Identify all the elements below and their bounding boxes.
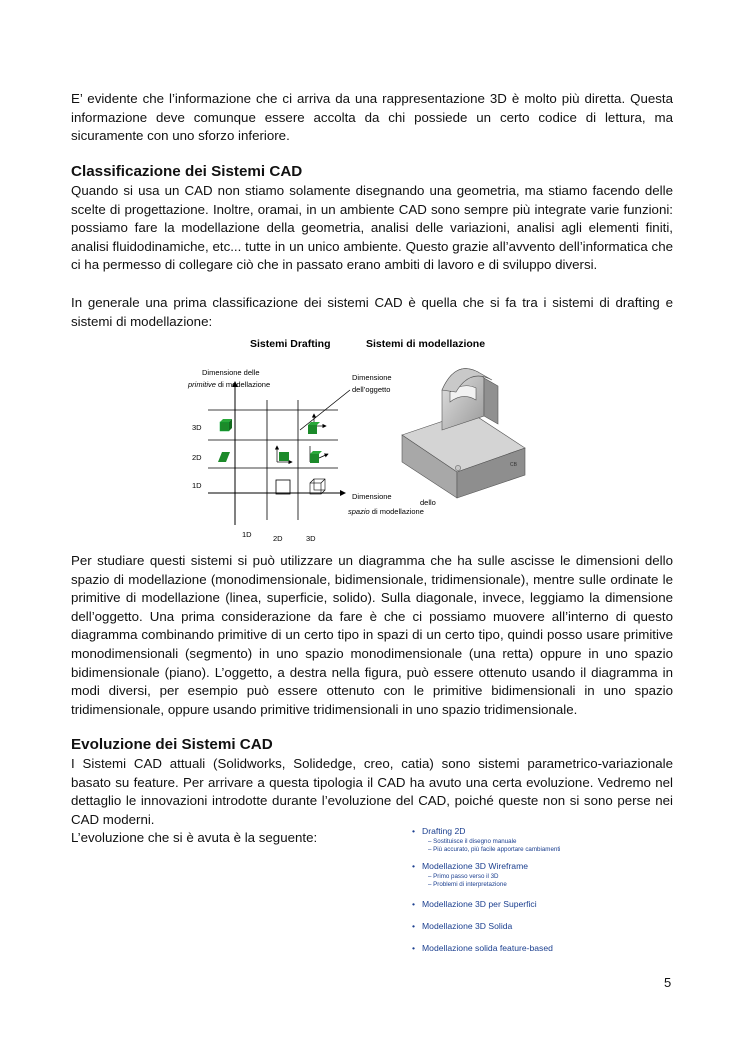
evolution-item-surfaces: • Modellazione 3D per Superfici: [412, 899, 537, 909]
col-label-3d: 3D: [306, 534, 316, 543]
modelled-part-image: [402, 369, 525, 498]
heading-evoluzione: Evoluzione dei Sistemi CAD: [71, 736, 273, 753]
evolution-subitem: – Problemi di interpretazione: [428, 881, 507, 888]
evolution-item-solid: • Modellazione 3D Solida: [412, 921, 513, 931]
heading-classificazione: Classificazione dei Sistemi CAD: [71, 163, 303, 180]
primitive-wireframe-cube: [310, 479, 325, 494]
primitive-outline-square: [276, 480, 290, 494]
figure-title-drafting: Sistemi Drafting: [250, 338, 331, 350]
paragraph-cad-functions: Quando si usa un CAD non stiamo solamente disegnando una geometria, ma stiamo facendo delle scelte di progettazione. Inoltre, oramai, in un ambiente CAD sono sempre più integrate varie funzioni: possiamo fare la modellazione della geometria, analisi delle variazioni, analisi agli elementi finiti, analisi fluidodinamiche, etc... tutte in un unico ambiente. Questo grazie all’avvento dell’informatica che ci ha permesso di collegare ciò che in passato erano ambiti di lavoro e di sviluppo diversi.: [71, 183, 673, 273]
evolution-subitem: – Più accurato, più facile apportare cambiamenti: [428, 846, 561, 853]
paragraph-evolution-intro: L’evoluzione che si è avuta è la seguente:: [71, 830, 318, 845]
evolution-subitem: – Sostituisce il disegno manuale: [428, 838, 517, 845]
paragraph-classification: In generale una prima classificazione dei sistemi CAD è quella che si fa tra i sistemi di drafting e sistemi di modellazione:: [71, 295, 673, 329]
primitive-cube-3d-a: [220, 419, 232, 431]
page-number: 5: [664, 975, 672, 990]
row-label-1d: 1D: [192, 481, 202, 490]
diagonal-label-2: dell’oggetto: [352, 385, 391, 394]
x-axis-label-2: spazio di modellazione: [348, 507, 424, 516]
y-axis-label-1: Dimensione delle: [202, 368, 260, 377]
evolution-item-drafting: • Drafting 2D: [412, 826, 466, 836]
x-axis-label-1b: dello: [420, 498, 436, 507]
evolution-item-feature-based: • Modellazione solida feature-based: [412, 943, 553, 953]
diagonal-label-1: Dimensione: [352, 373, 392, 382]
x-axis-label-1: Dimensione: [352, 492, 392, 501]
primitive-square-2d: [277, 446, 292, 462]
col-label-1d: 1D: [242, 530, 252, 539]
primitive-cube-3d-c: [310, 446, 328, 463]
figure-title-modelling: Sistemi di modellazione: [366, 338, 486, 350]
row-label-3d: 3D: [192, 423, 202, 432]
row-label-2d: 2D: [192, 453, 202, 462]
evolution-subitem: – Primo passo verso il 3D: [428, 873, 499, 880]
col-label-2d: 2D: [273, 534, 283, 543]
paragraph-current-cad: I Sistemi CAD attuali (Solidworks, Solidedge, creo, catia) sono sistemi parametrico-variazionale basato su feature. Per arrivare a questa tipologia il CAD ha avuto una certa evoluzione. Vedremo nel dettaglio le innovazioni introdotte durante l’evoluzione del CAD, poiché queste non si sono perse nei CAD moderni.: [71, 756, 673, 827]
evolution-item-wireframe: • Modellazione 3D Wireframe: [412, 861, 529, 871]
svg-text:CB: CB: [510, 462, 517, 468]
intro-paragraph: E’ evidente che l’informazione che ci arriva da una rappresentazione 3D è molto più diretta. Questa informazione deve comunque essere accolta da chi possiede un certo codice di lettura, ma sicuramente con uno sforzo inferiore.: [71, 91, 673, 144]
primitive-surface-2d: [218, 452, 230, 462]
primitive-cube-3d-b: [308, 414, 326, 434]
cad-systems-figure: [180, 330, 540, 552]
paragraph-diagram: Per studiare questi sistemi si può utilizzare un diagramma che ha sulle ascisse le dimensioni dello spazio di modellazione (monodimensionale, bidimensionale, tridimensionale), mentre sulle ordinate le primitive di modellazione (linea, superficie, solido). Sulla diagonale, invece, leggiamo la dimensione dell’oggetto. Una prima considerazione da fare è che ci possiamo muovere all’interno di questo diagramma combinando primitive di un certo tipo in spazi di un certo tipo, quindi posso usare primitive monodimensionali (segmento) in uno spazio monodimensionale (una retta) oppure in uno spazio bidimensionale (piano). L’oggetto, a destra nella figura, può essere ottenuto usando il diagramma in modi diversi, per esempio può essere ottenuto con le primitive bidimensionali in uno spazio tridimensionale, oppure usando primitive tridimensionali in uno spazio tridimensionale.: [71, 553, 673, 717]
y-axis-label-2: primitive di modellazione: [188, 380, 271, 389]
